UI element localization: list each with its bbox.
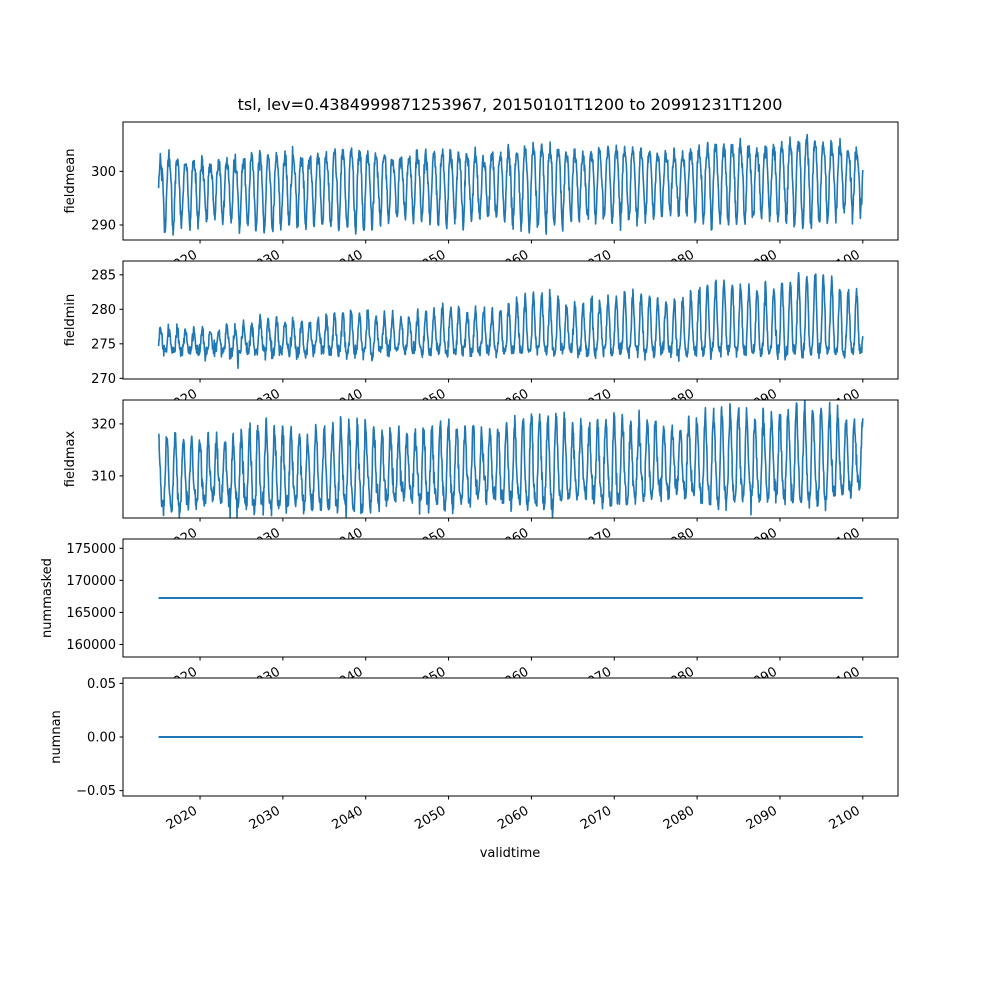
y-tick-label: 290 [91, 218, 116, 234]
y-tick-label: 175000 [66, 541, 116, 557]
x-tick-label: 2070 [578, 803, 615, 834]
y-tick-label: −0.05 [76, 784, 116, 800]
subplot-fieldmax [91, 398, 898, 521]
x-tick-label: 2060 [495, 803, 532, 834]
y-axis-label-numnan: numnan [49, 710, 64, 764]
y-tick-label: 280 [91, 302, 116, 318]
subplot-fieldmean [91, 122, 898, 244]
y-tick-label: 165000 [66, 605, 116, 621]
x-tick-labels-numnan [164, 803, 863, 833]
y-axis-label-fieldmean: fieldmean [63, 148, 78, 214]
x-tick-label: 2030 [246, 803, 283, 834]
y-tick-label: 170000 [66, 573, 116, 589]
x-tick-label: 2090 [743, 803, 780, 834]
y-tick-label: 275 [91, 337, 116, 353]
figure-title: tsl, lev=0.4384999871253967, 20150101T1200 to 20991231T1200 [237, 95, 783, 114]
x-tick-label: 2100 [826, 803, 863, 834]
y-tick-label: 0.05 [87, 676, 116, 692]
x-tick-label: 2050 [412, 803, 449, 834]
y-tick-label: 0.00 [87, 730, 116, 746]
y-axis-label-fieldmin: fieldmin [63, 293, 78, 347]
x-tick-label: 2080 [660, 803, 698, 834]
subplot-nummasked [66, 539, 898, 661]
subplot-numnan [76, 677, 898, 800]
subplots-group [66, 122, 898, 833]
y-tick-label: 310 [91, 469, 116, 485]
y-tick-label: 160000 [66, 638, 116, 654]
subplot-fieldmin [91, 261, 898, 387]
x-tick-label: 2040 [329, 803, 366, 834]
y-tick-label: 320 [91, 417, 116, 433]
x-axis-label: validtime [479, 846, 541, 861]
y-tick-label: 300 [91, 164, 116, 180]
y-tick-label: 270 [91, 371, 116, 387]
y-tick-label: 285 [91, 268, 116, 284]
x-tick-label: 2020 [163, 803, 201, 834]
y-axis-label-nummasked: nummasked [40, 558, 55, 638]
y-axis-label-fieldmax: fieldmax [63, 430, 78, 488]
